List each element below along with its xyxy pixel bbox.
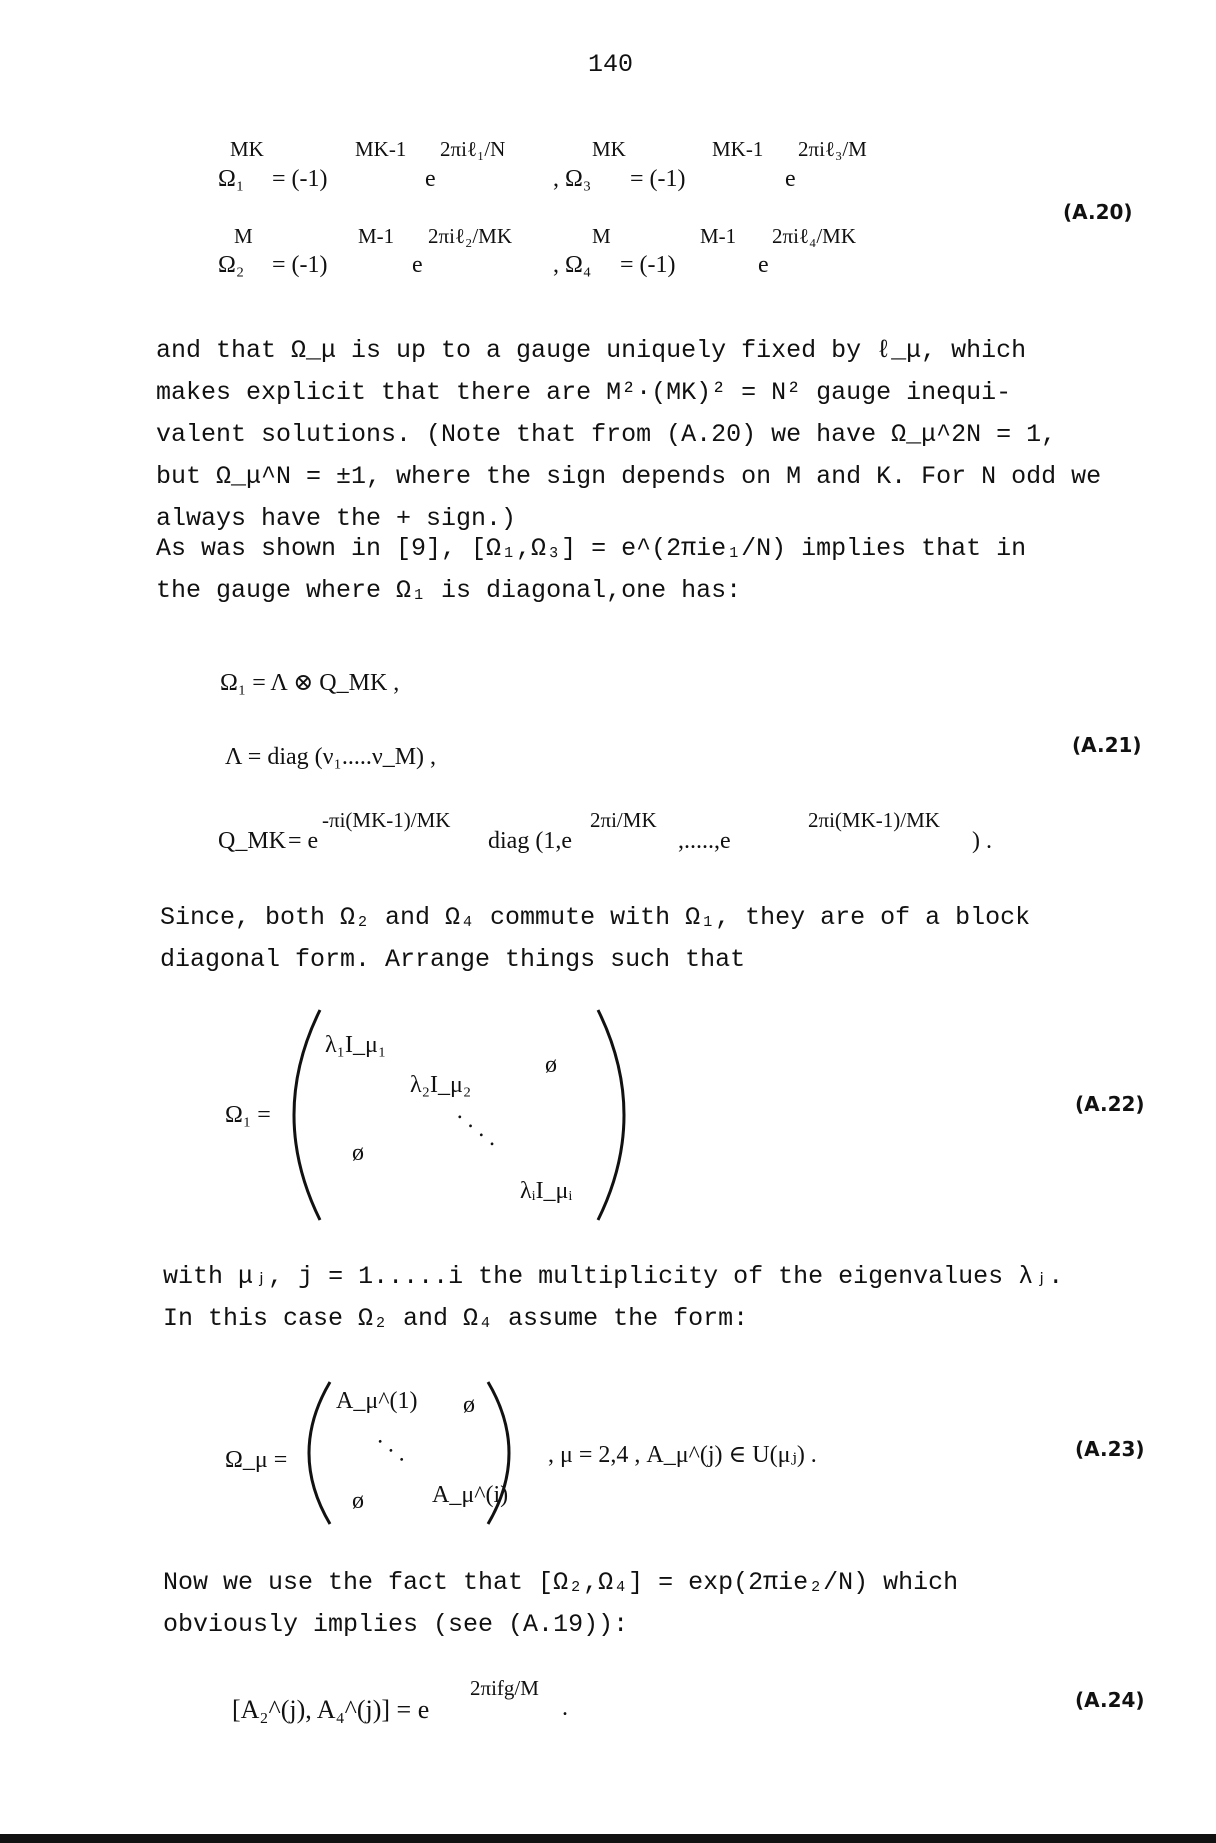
eq-a21-l3-eq: = e <box>288 828 319 854</box>
matrix-zero: ø <box>352 1140 364 1166</box>
eq-a20-l2-e2: e <box>758 252 769 278</box>
matrix-dots: · · · <box>368 1429 413 1473</box>
eq-a21-l3-end: ) . <box>972 828 992 854</box>
matrix-entry: λᵢI_μᵢ <box>520 1178 573 1204</box>
eq-a20-l1-exp1: MK <box>230 137 264 161</box>
matrix-entry: A_μ^(1) <box>336 1388 418 1414</box>
eq-a23-condition: , μ = 2,4 , A_μ^(j) ∈ U(μⱼ) . <box>548 1442 817 1468</box>
eq-a21-line1: Ω₁ = Λ ⊗ Q_MK , <box>220 670 400 696</box>
paragraph-4 <box>163 1256 1063 1340</box>
text-line: and that Ω_μ is up to a gauge uniquely fixed by ℓ_μ, which <box>156 336 1027 365</box>
eq-a20-l1-lhs: Ω₁ <box>218 166 245 192</box>
matrix-entry: λ₁I_μ₁ <box>325 1032 387 1058</box>
text-line: valent solutions. (Note that from (A.20) we have Ω_μ^2N = 1, <box>156 420 1057 449</box>
eq-a20-l1-e: e <box>425 166 436 192</box>
eq-a20-l2-exp5: M-1 <box>700 224 737 248</box>
page-number: 140 <box>588 50 634 79</box>
paragraph-2 <box>156 528 1026 612</box>
matrix-zero: ø <box>545 1052 557 1078</box>
eq-a20-l1-sep: , Ω₃ <box>553 166 592 192</box>
paragraph-1 <box>156 330 1101 540</box>
equation-label-a23: (A.23) <box>1075 1437 1145 1461</box>
text-line: but Ω_μ^N = ±1, where the sign depends on M and K. For N odd we <box>156 462 1102 491</box>
eq-a24-exp: 2πifg/M <box>470 1676 539 1700</box>
eq-a21-l3-exp2: 2πi/MK <box>590 808 657 832</box>
matrix-zero: ø <box>463 1392 475 1418</box>
eq-a24-lhs: [A₂^(j), A₄^(j)] = e <box>232 1695 430 1724</box>
text-line: always have the + sign.) <box>156 504 517 533</box>
matrix-left-paren <box>278 1005 328 1225</box>
eq-a21-l3-diag: diag (1,e <box>488 828 572 854</box>
text-line: with μⱼ, j = 1.....i the multiplicity of the eigenvalues λⱼ. <box>163 1262 1064 1291</box>
matrix-entry: λ₂I_μ₂ <box>410 1072 472 1098</box>
eq-a20-l2-sep: , Ω₄ <box>553 252 592 278</box>
eq-a22-lhs: Ω₁ = <box>225 1102 271 1128</box>
text-line: diagonal form. Arrange things such that <box>160 945 746 974</box>
eq-a20-l1-e2: e <box>785 166 796 192</box>
eq-a23-lhs: Ω_μ = <box>225 1447 288 1473</box>
eq-a21-l3-lhs: Q_MK <box>218 828 287 854</box>
eq-a24-end: . <box>562 1695 568 1721</box>
text-line: As was shown in [9], [Ω₁,Ω₃] = e^(2πie₁/N) implies that in <box>156 534 1027 563</box>
eq-a20-l2-exp4: M <box>592 224 611 248</box>
matrix-left-paren <box>296 1378 336 1528</box>
eq-a20-l2-exp6: 2πiℓ₄/MK <box>772 224 856 248</box>
eq-a21-l3-exp3: 2πi(MK-1)/MK <box>808 808 940 832</box>
eq-a20-l1-exp4: MK <box>592 137 626 161</box>
eq-a20-l2-eq2: = (-1) <box>620 252 676 278</box>
eq-a20-l1-exp6: 2πiℓ₃/M <box>798 137 867 161</box>
matrix-right-paren <box>590 1005 640 1225</box>
eq-a20-l1-exp5: MK-1 <box>712 137 764 161</box>
eq-a20-l1-exp2: MK-1 <box>355 137 407 161</box>
text-line: Now we use the fact that [Ω₂,Ω₄] = exp(2πie₂/N) which <box>163 1568 959 1597</box>
equation-label-a20: (A.20) <box>1063 200 1133 224</box>
eq-a20-l2-exp3: 2πiℓ₂/MK <box>428 224 512 248</box>
eq-a20-l2-exp2: M-1 <box>358 224 395 248</box>
eq-a21-l3-exp1: -πi(MK-1)/MK <box>322 808 451 832</box>
text-line: the gauge where Ω₁ is diagonal,one has: <box>156 576 742 605</box>
equation-label-a22: (A.22) <box>1075 1092 1145 1116</box>
eq-a20-l2-lhs: Ω₂ <box>218 252 245 278</box>
equation-label-a21: (A.21) <box>1072 733 1142 757</box>
equation-label-a24: (A.24) <box>1075 1688 1145 1712</box>
eq-a21-line2: Λ = diag (ν₁.....ν_M) , <box>225 744 437 770</box>
matrix-dots: · · · · <box>447 1105 503 1158</box>
eq-a20-l2-e: e <box>412 252 423 278</box>
eq-a20-l1-eq: = (-1) <box>272 166 328 192</box>
eq-a21-l3-mid: ,.....,e <box>678 828 731 854</box>
matrix-entry: A_μ^(i) <box>432 1482 509 1508</box>
eq-a20-l1-exp3: 2πiℓ₁/N <box>440 137 506 161</box>
eq-a20-l1-eq2: = (-1) <box>630 166 686 192</box>
page-bottom-edge <box>0 1834 1216 1843</box>
matrix-zero: ø <box>352 1488 364 1514</box>
eq-a20-l2-exp1: M <box>234 224 253 248</box>
text-line: obviously implies (see (A.19)): <box>163 1610 629 1639</box>
text-line: makes explicit that there are M²·(MK)² = N² gauge inequi- <box>156 378 1012 407</box>
paragraph-3 <box>160 897 1030 981</box>
paragraph-5 <box>163 1562 958 1646</box>
text-line: In this case Ω₂ and Ω₄ assume the form: <box>163 1304 749 1333</box>
text-line: Since, both Ω₂ and Ω₄ commute with Ω₁, they are of a block <box>160 903 1031 932</box>
eq-a20-l2-eq: = (-1) <box>272 252 328 278</box>
